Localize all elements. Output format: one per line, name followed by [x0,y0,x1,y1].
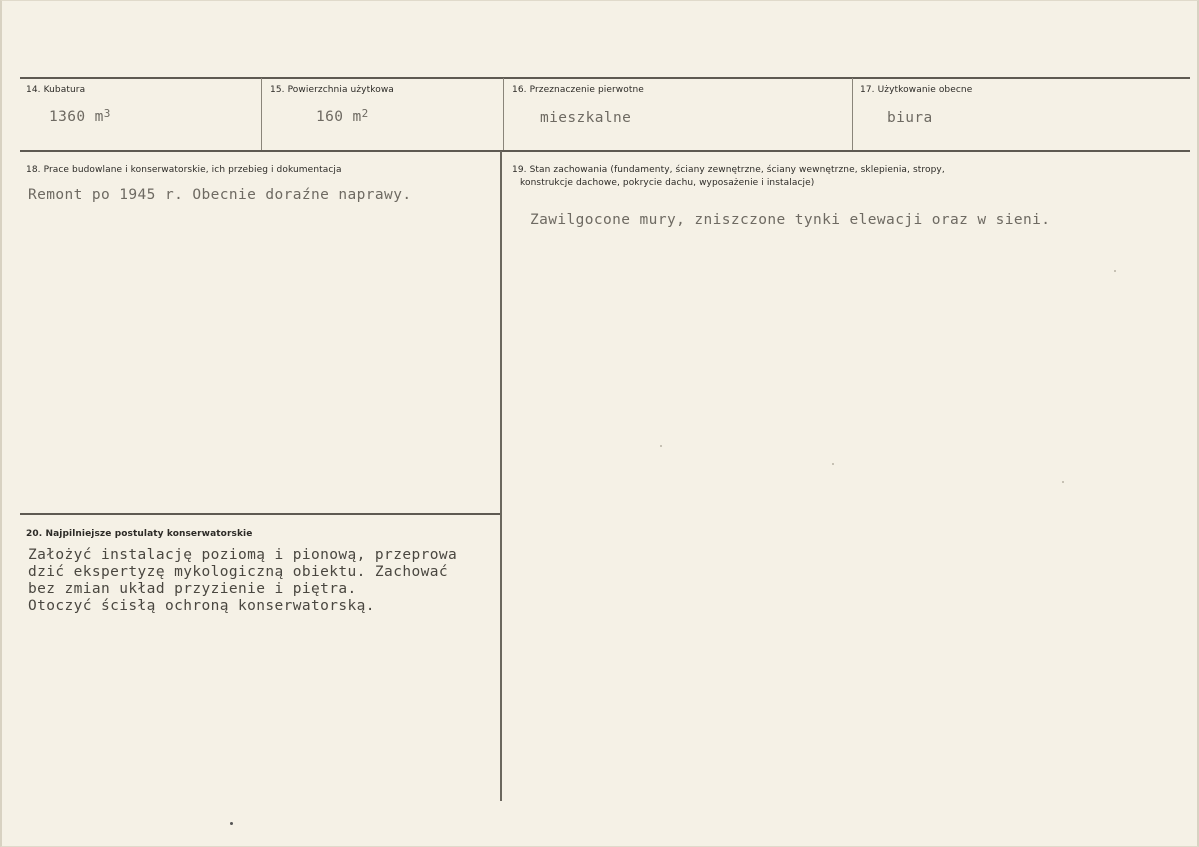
field-18-value: Remont po 1945 r. Obecnie doraźne naprawy. [28,187,412,203]
top-rule [20,77,1190,79]
paper-speck [1062,481,1064,483]
field-20-label: 20. Najpilniejsze postulaty konserwatorskie [26,529,253,539]
col-divider-2 [503,78,504,150]
field-15-label: 15. Powierzchnia użytkowa [270,85,394,95]
field-14-value [49,109,111,125]
field-17-value: biura [887,110,933,126]
row1-bottom-rule [20,150,1190,152]
field-20-line-1: Założyć instalację poziomą i pionową, przeprowa [28,547,458,563]
field-19-label-line2: konstrukcje dachowe, pokrycie dachu, wyposażenie i instalacje) [520,178,815,188]
field-20-line-4: Otoczyć ścisłą ochroną konserwatorską. [28,598,375,614]
field-16-value: mieszkalne [540,110,632,126]
main-divider [500,151,502,801]
field-15-text: 160 m [316,109,362,125]
field-19-value: Zawilgocone mury, zniszczone tynki elewacji oraz w sieni. [530,212,1051,228]
field-19-label-line1: 19. Stan zachowania (fundamenty, ściany zewnętrzne, ściany wewnętrzne, sklepienia, stropy, [512,165,945,175]
field-20-line-2: dzić ekspertyzę mykologiczną obiektu. Zachować [28,564,448,580]
field-16-label: 16. Przeznaczenie pierwotne [512,85,644,95]
col-divider-3 [852,78,853,150]
field-15-value [316,109,369,125]
paper-speck [832,463,834,465]
field-14-label: 14. Kubatura [26,85,86,95]
field-20-line-3: bez zmian układ przyzienie i piętra. [28,581,357,597]
field-18-label: 18. Prace budowlane i konserwatorskie, ich przebieg i dokumentacja [26,165,342,175]
paper-speck [660,445,662,447]
field-14-sup: 3 [103,107,111,120]
paper-speck [1114,270,1116,272]
field-15-sup: 2 [361,107,369,120]
field-17-label: 17. Użytkowanie obecne [860,85,973,95]
field20-top-rule [20,513,502,515]
field-14-text: 1360 m [49,109,104,125]
col-divider-1 [261,78,262,150]
paper-speck [230,822,233,825]
